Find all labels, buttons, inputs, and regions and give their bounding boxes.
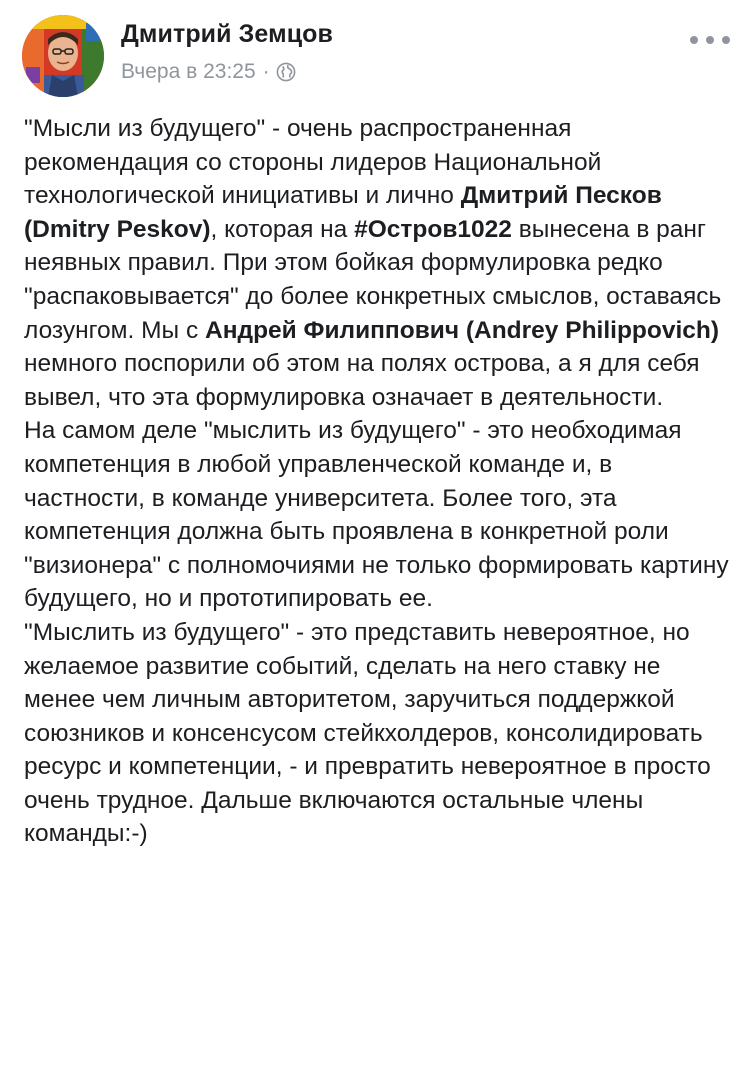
post-paragraph	[24, 112, 732, 414]
more-options-icon[interactable]	[690, 30, 730, 50]
post-meta	[121, 58, 296, 86]
post-body	[24, 112, 732, 851]
post-paragraph: На самом деле "мыслить из будущего" - это необходимая компетенция в любой управленческой команде и, в частности, в команде университета. Более того, эта компетенция должна быть проявлена в конкретной роли "визионера" с полномочиями не только формировать картину будущего, но и прототипировать ее.	[24, 417, 729, 613]
paragraph-text: "Мысли из будущего" - очень распространенная рекомендация со стороны лидеров Национальной технологической инициативы и лично	[24, 115, 602, 210]
more-dot	[706, 36, 714, 44]
paragraph-text: немного поспорили об этом на полях острова, а я для себя вывел, что эта формулировка означает в деятельности.	[24, 350, 700, 411]
avatar-image	[22, 15, 104, 97]
author-name[interactable]: Дмитрий Земцов	[121, 20, 334, 48]
mention-link[interactable]: Дмитрий Песков (Dmitry Peskov)	[24, 182, 662, 243]
more-dot	[722, 36, 730, 44]
more-dot	[690, 36, 698, 44]
post-timestamp[interactable]: Вчера в 23:25	[121, 60, 256, 83]
paragraph-text: , которая на	[210, 215, 355, 243]
post-header	[0, 0, 750, 110]
meta-separator: ·	[262, 60, 270, 83]
mention-link[interactable]: Андрей Филиппович (Andrey Philippovich)	[205, 316, 720, 344]
author-avatar[interactable]	[22, 15, 104, 97]
globe-icon[interactable]	[276, 62, 296, 82]
hashtag-link[interactable]: #Остров1022	[354, 215, 512, 243]
paragraph-text: вынесена в ранг неявных правил. При этом бойкая формулировка редко "распаковывается" до более конкретных смыслов, оставаясь лозунгом. Мы с	[24, 215, 722, 344]
post-paragraph: "Мыслить из будущего" - это представить невероятное, но желаемое развитие событий, сделать на него ставку не менее чем личным авторитетом, заручиться поддержкой союзников и консенсусом стейкхолдеров, консолидировать ресурс и компетенции, - и превратить невероятное в просто очень трудное. Дальше включаются остальные члены команды:-)	[24, 618, 711, 848]
